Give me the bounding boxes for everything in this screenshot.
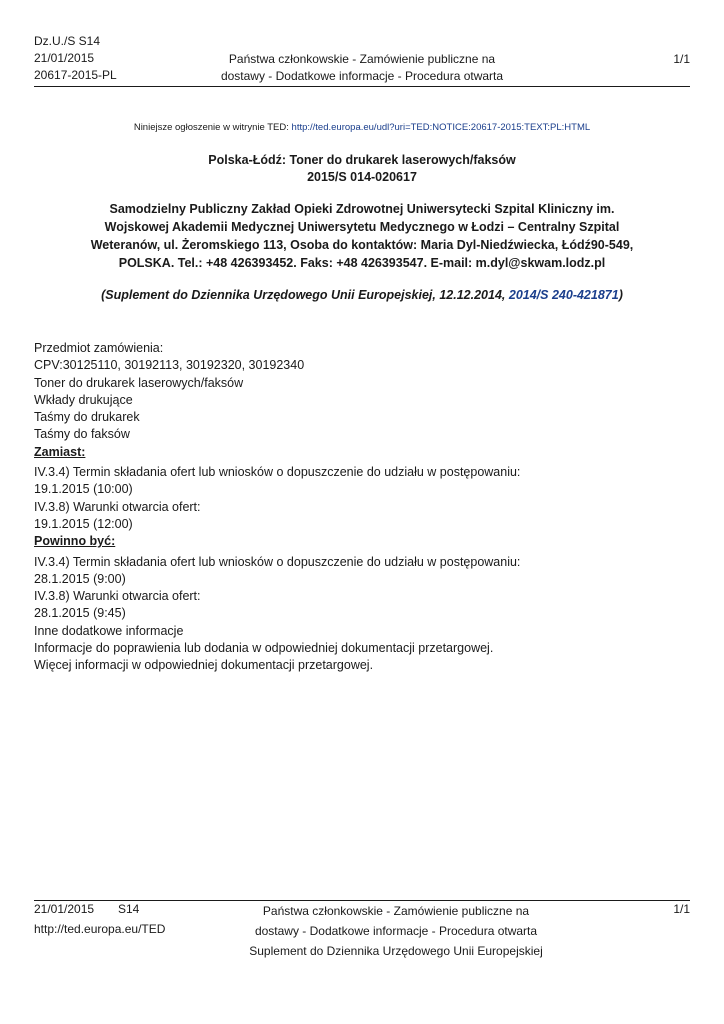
page-header xyxy=(34,33,690,85)
header-page-number: 1/1 xyxy=(673,52,690,66)
footer-ref: S14 xyxy=(118,902,140,916)
instead-line: IV.3.8) Warunki otwarcia ofert: xyxy=(34,499,201,514)
authority-line3: Weteranów, ul. Żeromskiego 113, Osoba do kontaktów: Maria Dyl-Niedźwiecka, Łódź90-549, xyxy=(90,238,634,252)
notice-title-line2: 2015/S 014-020617 xyxy=(307,170,417,184)
ted-notice-prefix: Niniejsze ogłoszenie w witrynie TED: xyxy=(133,122,292,133)
supplement-suffix: ) xyxy=(618,288,623,302)
should-line: 28.1.2015 (9:45) xyxy=(34,606,126,621)
header-date: 21/01/2015 xyxy=(34,51,95,65)
should-line: Więcej informacji w odpowiedniej dokumentacji przetargowej. xyxy=(34,658,374,673)
authority-line4: POLSKA. Tel.: +48 426393452. Faks: +48 426393547. E-mail: m.dyl@skwam.lodz.pl xyxy=(118,256,606,270)
contracting-authority xyxy=(70,200,654,272)
should-line: IV.3.8) Warunki otwarcia ofert: xyxy=(34,589,201,604)
subject-label: Przedmiot zamówienia: xyxy=(34,341,164,355)
header-title-line1: Państwa członkowskie - Zamówienie publiczne na xyxy=(228,52,496,66)
header-rule xyxy=(34,86,690,87)
instead-line: IV.3.4) Termin składania ofert lub wniosków o dopuszczenie do udziału w postępowaniu: xyxy=(34,465,521,480)
should-line: Inne dodatkowe informacje xyxy=(34,623,184,638)
instead-line: 19.1.2015 (10:00) xyxy=(34,482,133,497)
notice-title xyxy=(34,152,690,186)
should-heading: Powinno być: xyxy=(34,534,116,549)
should-line: Informacje do poprawienia lub dodania w odpowiedniej dokumentacji przetargowej. xyxy=(34,641,494,656)
subject-item: Wkłady drukujące xyxy=(34,392,133,407)
subject-item: Taśmy do drukarek xyxy=(34,410,140,425)
footer-date: 21/01/2015 xyxy=(34,902,95,916)
header-title xyxy=(184,51,540,85)
subject-item: Taśmy do faksów xyxy=(34,427,130,442)
notice-body xyxy=(34,340,690,675)
footer-page-number: 1/1 xyxy=(673,902,690,916)
instead-line: 19.1.2015 (12:00) xyxy=(34,516,133,531)
footer-title-line2: dostawy - Dodatkowe informacje - Procedura otwarta xyxy=(254,924,538,938)
instead-heading: Zamiast: xyxy=(34,444,86,459)
footer-title-line1: Państwa członkowskie - Zamówienie publiczne na xyxy=(262,904,530,918)
page-footer xyxy=(34,901,690,961)
should-line: IV.3.4) Termin składania ofert lub wniosków o dopuszczenie do udziału w postępowaniu: xyxy=(34,554,521,569)
authority-line1: Samodzielny Publiczny Zakład Opieki Zdrowotnej Uniwersytecki Szpital Kliniczny im. xyxy=(109,202,615,216)
authority-line2: Wojskowej Akademii Medycznej Uniwersytetu Medycznego w Łodzi – Centralny Szpital xyxy=(104,220,620,234)
header-left xyxy=(34,33,117,84)
subject-item: Toner do drukarek laserowych/faksów xyxy=(34,375,244,390)
footer-title-line3: Suplement do Dziennika Urzędowego Unii Europejskiej xyxy=(249,944,543,958)
header-notice-id: 20617-2015-PL xyxy=(34,68,117,82)
footer-site: http://ted.europa.eu/TED xyxy=(34,922,166,936)
supplement-reference xyxy=(34,288,690,302)
ted-notice-link[interactable]: http://ted.europa.eu/udl?uri=TED:NOTICE:20617-2015:TEXT:PL:HTML xyxy=(291,122,591,133)
should-line: 28.1.2015 (9:00) xyxy=(34,571,126,586)
cpv-codes: CPV:30125110, 30192113, 30192320, 30192340 xyxy=(34,358,305,373)
supplement-link[interactable]: 2014/S 240-421871 xyxy=(508,288,619,302)
header-title-line2: dostawy - Dodatkowe informacje - Procedura otwarta xyxy=(220,69,504,83)
ted-notice xyxy=(34,122,690,133)
header-ref: Dz.U./S S14 xyxy=(34,34,101,48)
notice-title-line1: Polska-Łódź: Toner do drukarek laserowych/faksów xyxy=(208,153,516,167)
footer-title xyxy=(184,901,608,961)
supplement-prefix: (Suplement do Dziennika Urzędowego Unii Europejskiej, 12.12.2014, xyxy=(101,288,509,302)
